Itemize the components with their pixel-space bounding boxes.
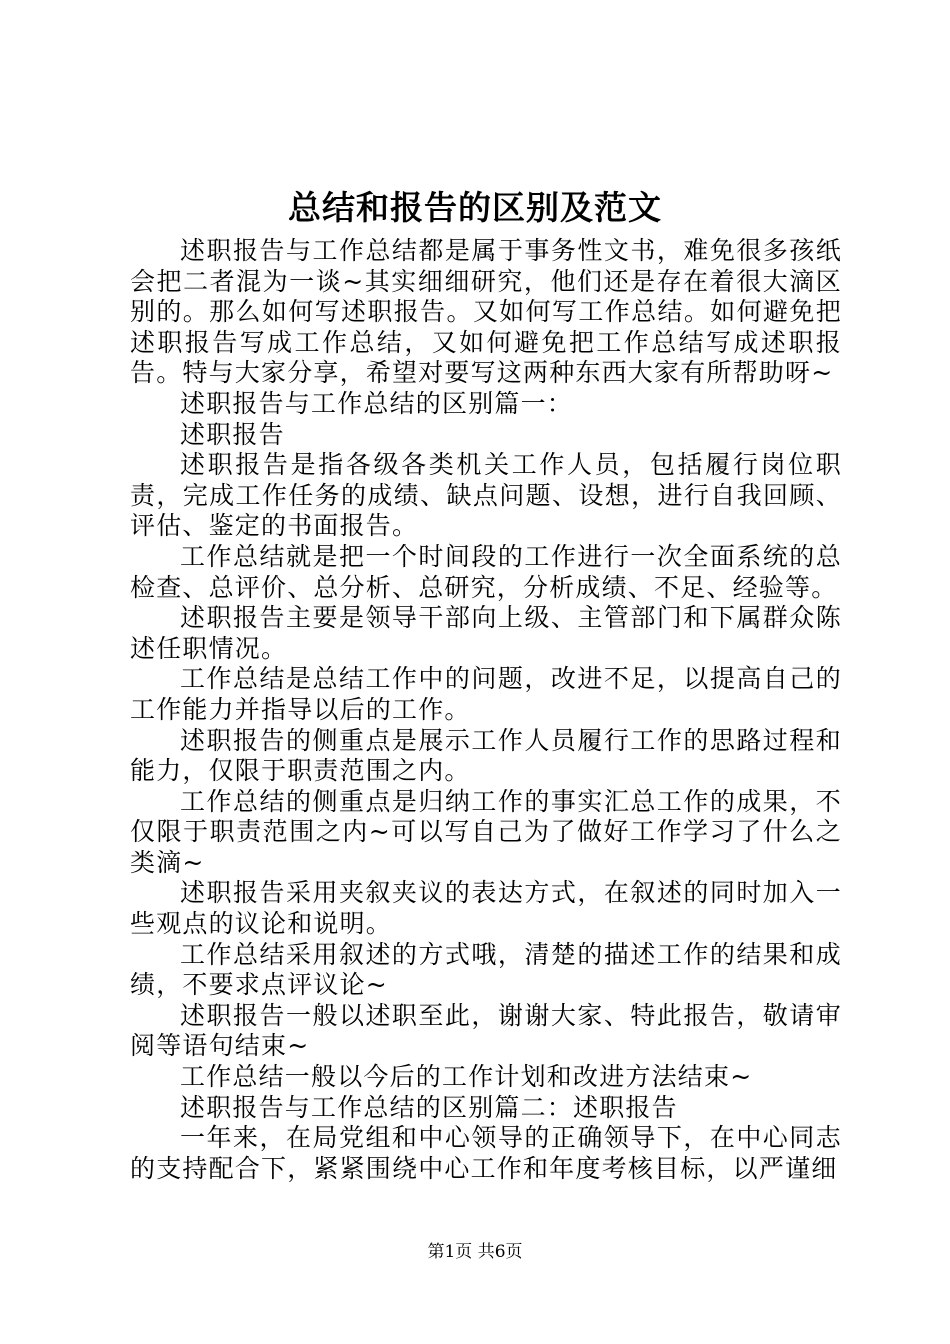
paragraph: 述职报告一般以述职至此，谢谢大家、特此报告，敬请审阅等语句结束~: [130, 1000, 842, 1061]
paragraph: 工作总结是总结工作中的问题，改进不足，以提高自己的工作能力并指导以后的工作。: [130, 664, 842, 724]
paragraph: 工作总结采用叙述的方式哦，清楚的描述工作的结果和成绩，不要求点评议论~: [130, 939, 842, 1000]
paragraph: 述职报告与工作总结都是属于事务性文书，难免很多孩纸会把二者混为一谈~其实细细研究，他们还是存在着很大滴区别的。那么如何写述职报告。又如何写工作总结。如何避免把述职报告写成工作总结，又如何避免把工作总结写成述职报告。特与大家分享，希望对要写这两种东西大家有所帮助呀~: [130, 236, 842, 388]
paragraph: 一年来，在局党组和中心领导的正确领导下，在中心同志的支持配合下，紧紧围绕中心工作和年度考核目标，以严谨细: [130, 1123, 842, 1183]
paragraph: 工作总结的侧重点是归纳工作的事实汇总工作的成果，不仅限于职责范围之内~可以写自己为了做好工作学习了什么之类滴~: [130, 786, 842, 877]
paragraph: 述职报告的侧重点是展示工作人员履行工作的思路过程和能力，仅限于职责范围之内。: [130, 725, 842, 786]
paragraph: 工作总结就是把一个时间段的工作进行一次全面系统的总检查、总评价、总分析、总研究，分析成绩、不足、经验等。: [130, 541, 842, 602]
document-title: 总结和报告的区别及范文: [288, 188, 662, 227]
paragraph: 述职报告主要是领导干部向上级、主管部门和下属群众陈述任职情况。: [130, 603, 842, 663]
paragraph: 述职报告与工作总结的区别篇二：述职报告: [180, 1092, 678, 1122]
paragraph: 述职报告: [180, 419, 285, 449]
paragraph: 述职报告与工作总结的区别篇一：: [180, 388, 574, 418]
paragraph: 述职报告是指各级各类机关工作人员，包括履行岗位职责，完成工作任务的成绩、缺点问题、设想，进行自我回顾、评估、鉴定的书面报告。: [130, 450, 842, 541]
paragraph: 工作总结一般以今后的工作计划和改进方法结束~: [180, 1062, 753, 1092]
document-body: [130, 236, 842, 1184]
paragraph: 述职报告采用夹叙夹议的表达方式，在叙述的同时加入一些观点的议论和说明。: [130, 878, 842, 939]
page-footer: 第1页 共6页: [427, 1242, 523, 1262]
